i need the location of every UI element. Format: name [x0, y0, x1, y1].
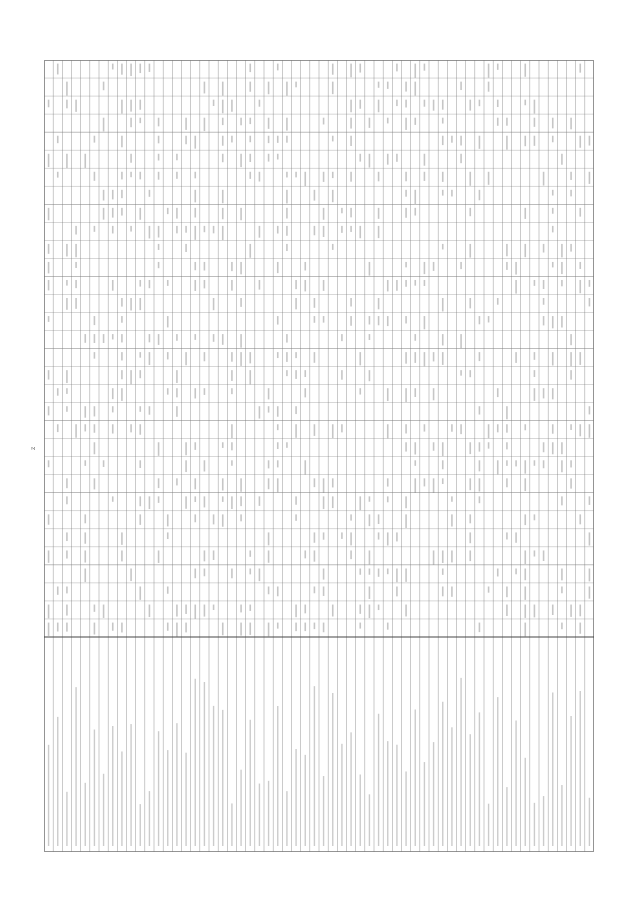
page-mark: z	[30, 446, 37, 450]
table-grid	[44, 60, 594, 852]
rotated-data-table	[44, 60, 594, 852]
